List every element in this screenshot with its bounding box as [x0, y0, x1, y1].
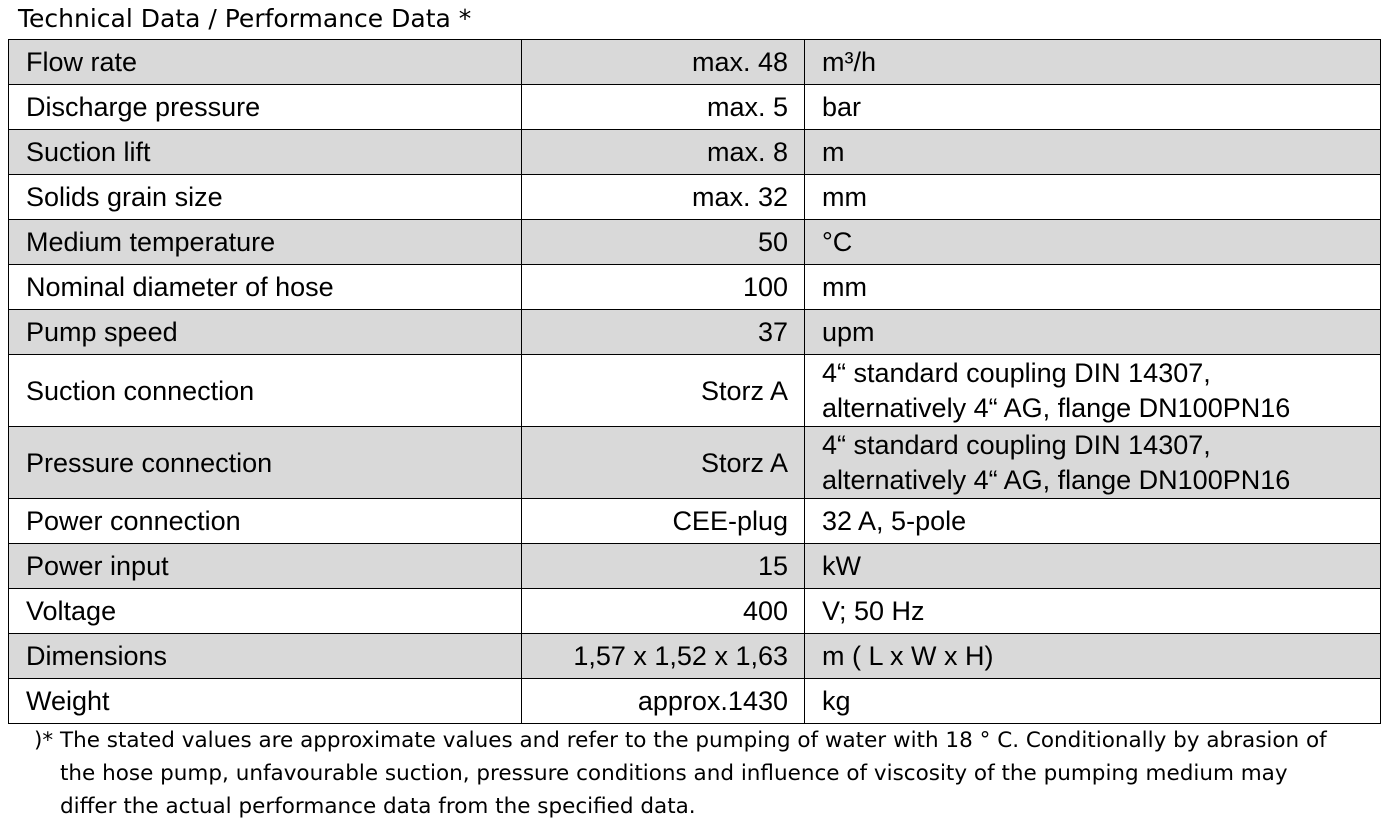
- footnote-line: the hose pump, unfavourable suction, pressure conditions and influence of viscosity of the pumping medium may: [60, 761, 1288, 786]
- row-label: Medium temperature: [9, 220, 522, 265]
- row-unit-line: alternatively 4“ AG, flange DN100PN16: [822, 392, 1291, 423]
- row-label: Voltage: [9, 589, 522, 634]
- row-unit: bar: [805, 85, 1381, 130]
- row-unit: kW: [805, 544, 1381, 589]
- row-label: Suction connection: [9, 355, 522, 427]
- table-row: [9, 220, 1381, 265]
- table-row: [9, 544, 1381, 589]
- row-value: 37: [522, 310, 805, 355]
- row-unit: upm: [805, 310, 1381, 355]
- row-unit: [805, 427, 1381, 499]
- footnote-line: )* The stated values are approximate values and refer to the pumping of water with 18 ° C. Conditionally by abrasion of: [34, 728, 1327, 753]
- row-value: Storz A: [522, 355, 805, 427]
- footnote-line: differ the actual performance data from the specified data.: [60, 794, 696, 819]
- table-row: [9, 40, 1381, 85]
- row-label: Power input: [9, 544, 522, 589]
- footnote: [34, 724, 1374, 823]
- row-unit-line: 4“ standard coupling DIN 14307,: [822, 429, 1211, 460]
- row-value: max. 5: [522, 85, 805, 130]
- row-value: Storz A: [522, 427, 805, 499]
- row-label: Solids grain size: [9, 175, 522, 220]
- row-value: max. 48: [522, 40, 805, 85]
- row-unit: m: [805, 130, 1381, 175]
- table-row: [9, 499, 1381, 544]
- table-row: [9, 130, 1381, 175]
- row-value: 100: [522, 265, 805, 310]
- table-row: [9, 634, 1381, 679]
- row-label: Nominal diameter of hose: [9, 265, 522, 310]
- row-unit-line: alternatively 4“ AG, flange DN100PN16: [822, 464, 1291, 495]
- row-unit: 32 A, 5-pole: [805, 499, 1381, 544]
- row-label: Flow rate: [9, 40, 522, 85]
- row-unit: m ( L x W x H): [805, 634, 1381, 679]
- row-unit: m³/h: [805, 40, 1381, 85]
- row-label: Weight: [9, 679, 522, 724]
- row-value: max. 8: [522, 130, 805, 175]
- table-row: [9, 85, 1381, 130]
- table-row: [9, 589, 1381, 634]
- row-value: max. 32: [522, 175, 805, 220]
- row-label: Pump speed: [9, 310, 522, 355]
- row-label: Pressure connection: [9, 427, 522, 499]
- row-label: Discharge pressure: [9, 85, 522, 130]
- table-row: [9, 310, 1381, 355]
- table-row: [9, 427, 1381, 499]
- row-unit: V; 50 Hz: [805, 589, 1381, 634]
- row-unit: mm: [805, 265, 1381, 310]
- row-unit: [805, 355, 1381, 427]
- page-title: Technical Data / Performance Data *: [18, 4, 472, 33]
- table-row: [9, 265, 1381, 310]
- row-unit: mm: [805, 175, 1381, 220]
- row-label: Dimensions: [9, 634, 522, 679]
- technical-data-table: [8, 39, 1381, 724]
- row-value: CEE-plug: [522, 499, 805, 544]
- row-unit: kg: [805, 679, 1381, 724]
- table-row: [9, 355, 1381, 427]
- row-label: Suction lift: [9, 130, 522, 175]
- row-label: Power connection: [9, 499, 522, 544]
- row-value: 1,57 x 1,52 x 1,63: [522, 634, 805, 679]
- table-row: [9, 175, 1381, 220]
- technical-data-table-body: [9, 40, 1381, 724]
- row-unit-line: 4“ standard coupling DIN 14307,: [822, 357, 1211, 388]
- row-value: 400: [522, 589, 805, 634]
- row-value: 15: [522, 544, 805, 589]
- row-value: 50: [522, 220, 805, 265]
- table-row: [9, 679, 1381, 724]
- row-unit: °C: [805, 220, 1381, 265]
- row-value: approx.1430: [522, 679, 805, 724]
